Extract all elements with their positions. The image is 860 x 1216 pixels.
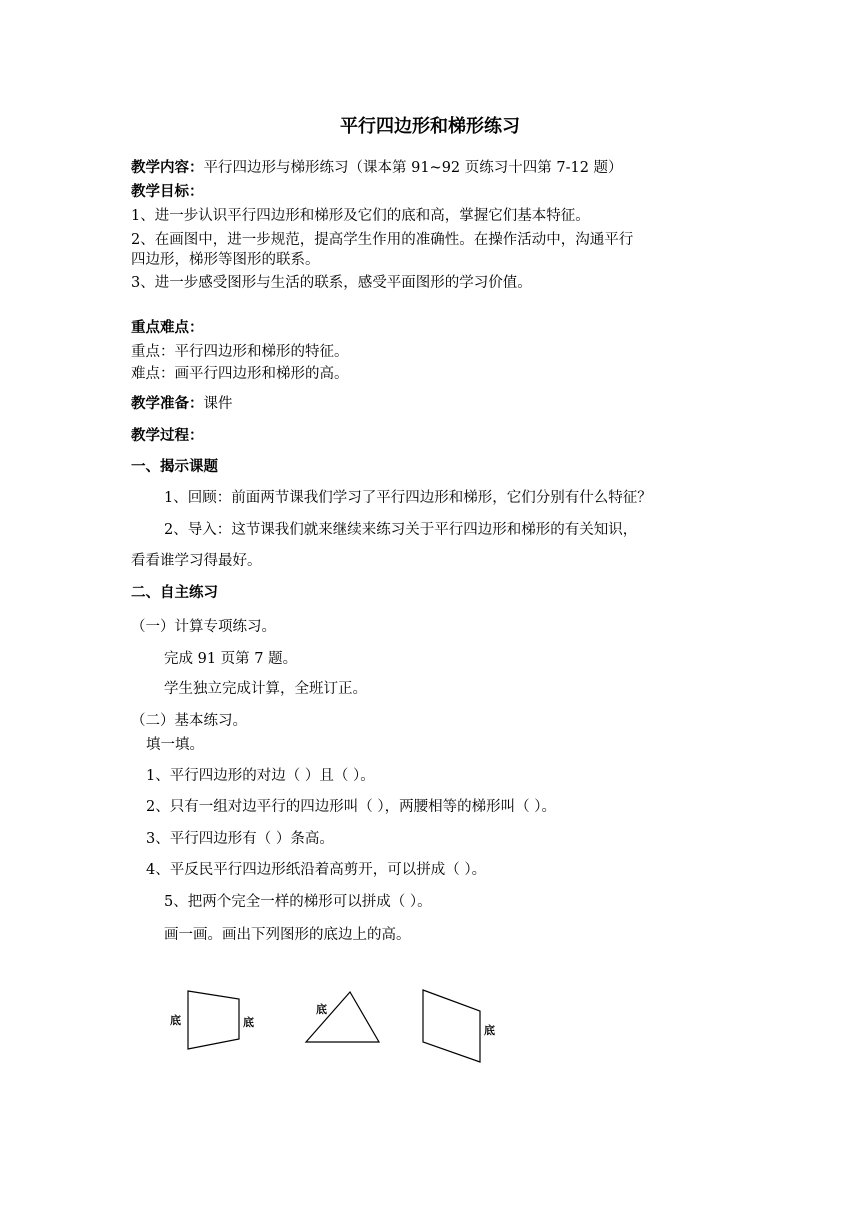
section-1-intro-line2: 看看谁学习得最好。 <box>131 553 262 569</box>
teaching-content-label: 教学内容： <box>131 159 204 176</box>
section-1-intro-line1: 2、导入：这节课我们就来继续来练习关于平行四边形和梯形的有关知识， <box>164 522 638 538</box>
subsection-basic: （二）基本练习。 <box>131 713 247 729</box>
fill-in-heading: 填一填。 <box>146 737 204 753</box>
section-2-heading: 二、自主练习 <box>131 584 218 601</box>
trapezoid-shape <box>188 991 239 1049</box>
preparation-text: 课件 <box>203 396 233 412</box>
triangle-shape <box>306 992 379 1042</box>
difficult-point: 难点：画平行四边形和梯形的高。 <box>131 366 349 382</box>
section-1-heading: 一、揭示课题 <box>131 458 218 475</box>
process-heading: 教学过程： <box>131 427 204 444</box>
objective-1: 1、进一步认识平行四边形和梯形及它们的底和高，掌握它们基本特征。 <box>131 208 590 224</box>
question-5: 5、把两个完全一样的梯形可以拼成（ ）。 <box>164 894 432 910</box>
question-1: 1、平行四边形的对边（ ）且（ ）。 <box>146 768 375 784</box>
geometry-figures <box>150 975 530 1075</box>
question-3: 3、平行四边形有（ ）条高。 <box>146 831 334 847</box>
trapezoid-right-base-label: 底 <box>243 1016 254 1029</box>
section-1-review: 1、回顾：前面两节课我们学习了平行四边形和梯形，它们分别有什么特征？ <box>164 490 652 506</box>
key-points-heading: 重点难点： <box>131 319 204 336</box>
calculation-task: 完成 91 页第 7 题。 <box>164 651 298 667</box>
subsection-calculation: （一）计算专项练习。 <box>131 619 276 635</box>
teaching-content-text: 平行四边形与梯形练习（课本第 91~92 页练习十四第 7-12 题） <box>203 160 623 176</box>
drawing-task: 画一画。画出下列图形的底边上的高。 <box>164 927 411 943</box>
key-point: 重点：平行四边形和梯形的特征。 <box>131 344 349 360</box>
teaching-preparation <box>131 394 233 414</box>
objective-2-line1: 2、在画图中，进一步规范，提高学生作用的准确性。在操作活动中，沟通平行 <box>131 232 634 248</box>
objective-2-line2: 四边形，梯形等图形的联系。 <box>131 252 320 268</box>
triangle-base-label: 底 <box>316 1003 327 1016</box>
objective-3: 3、进一步感受图形与生活的联系，感受平面图形的学习价值。 <box>131 275 532 291</box>
calculation-correction: 学生独立完成计算，全班订正。 <box>164 681 367 697</box>
question-2: 2、只有一组对边平行的四边形叫（ ），两腰相等的梯形叫（ ）。 <box>146 799 556 815</box>
trapezoid-figure <box>170 991 254 1049</box>
preparation-label: 教学准备： <box>131 395 204 412</box>
trapezoid-left-base-label: 底 <box>170 1014 181 1027</box>
teaching-content <box>131 158 623 178</box>
triangle-figure <box>306 992 379 1042</box>
objectives-heading: 教学目标： <box>131 183 204 200</box>
parallelogram-figure <box>423 990 495 1062</box>
question-4: 4、平反民平行四边形纸沿着高剪开，可以拼成（ ）。 <box>146 862 487 878</box>
parallelogram-base-label: 底 <box>484 1024 495 1037</box>
parallelogram-shape <box>423 990 480 1062</box>
document-title: 平行四边形和梯形练习 <box>340 116 520 137</box>
